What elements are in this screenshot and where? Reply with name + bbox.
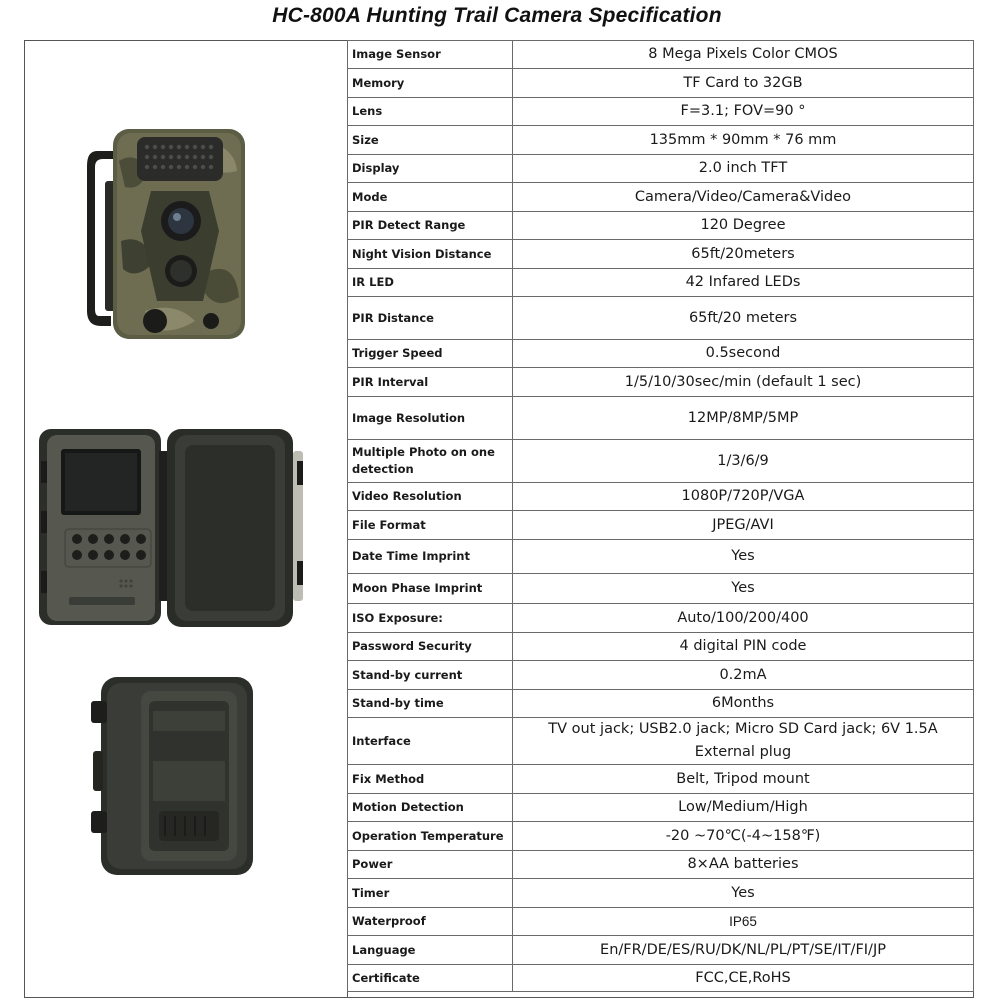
spec-value: TV out jack; USB2.0 jack; Micro SD Card jack; 6V 1.5A External plug: [513, 718, 974, 765]
spec-value: TF Card to 32GB: [513, 69, 974, 98]
spec-value: Yes: [513, 574, 974, 604]
spec-table: [347, 40, 974, 992]
spec-row: [348, 540, 974, 574]
spec-value: 1/3/6/9: [513, 440, 974, 483]
spec-row: [348, 440, 974, 483]
spec-value: IP65: [513, 908, 974, 936]
spec-label: PIR Distance: [348, 297, 513, 340]
spec-value: 65ft/20meters: [513, 240, 974, 269]
spec-row: [348, 126, 974, 155]
spec-value: 0.2mA: [513, 661, 974, 690]
spec-value: 1080P/720P/VGA: [513, 483, 974, 511]
spec-row: [348, 340, 974, 368]
spec-label: Date Time Imprint: [348, 540, 513, 574]
spec-row: [348, 794, 974, 822]
spec-row: [348, 69, 974, 98]
spec-label: Size: [348, 126, 513, 155]
spec-label: Display: [348, 155, 513, 183]
spec-label: Lens: [348, 98, 513, 126]
spec-row: [348, 269, 974, 297]
spec-value: 120 Degree: [513, 212, 974, 240]
camera-open-photo: [35, 421, 325, 631]
spec-row: [348, 765, 974, 794]
spec-row: [348, 574, 974, 604]
spec-row: [348, 397, 974, 440]
spec-label: PIR Detect Range: [348, 212, 513, 240]
spec-label: Video Resolution: [348, 483, 513, 511]
spec-label: Password Security: [348, 633, 513, 661]
spec-label: Image Sensor: [348, 41, 513, 69]
spec-value: 135mm * 90mm * 76 mm: [513, 126, 974, 155]
spec-label: Interface: [348, 718, 513, 765]
spec-label: Mode: [348, 183, 513, 212]
spec-value: Camera/Video/Camera&Video: [513, 183, 974, 212]
spec-row: [348, 240, 974, 269]
spec-value: 12MP/8MP/5MP: [513, 397, 974, 440]
page-title: HC-800A Hunting Trail Camera Specification: [272, 4, 722, 27]
spec-value: JPEG/AVI: [513, 511, 974, 540]
spec-value: FCC,CE,RoHS: [513, 965, 974, 992]
spec-label: Power: [348, 851, 513, 879]
spec-value: 2.0 inch TFT: [513, 155, 974, 183]
spec-value: Low/Medium/High: [513, 794, 974, 822]
spec-label: Stand-by time: [348, 690, 513, 718]
spec-label: Language: [348, 936, 513, 965]
spec-label: File Format: [348, 511, 513, 540]
spec-label: PIR Interval: [348, 368, 513, 397]
spec-row: [348, 936, 974, 965]
spec-value: -20 ~70℃(-4~158℉): [513, 822, 974, 851]
spec-label: Night Vision Distance: [348, 240, 513, 269]
spec-value: 42 Infared LEDs: [513, 269, 974, 297]
spec-value: Auto/100/200/400: [513, 604, 974, 633]
spec-label: Stand-by current: [348, 661, 513, 690]
spec-row: [348, 183, 974, 212]
spec-label: Operation Temperature: [348, 822, 513, 851]
spec-label: Timer: [348, 879, 513, 908]
spec-row: [348, 368, 974, 397]
spec-row: [348, 511, 974, 540]
spec-value: Yes: [513, 540, 974, 574]
spec-label: Moon Phase Imprint: [348, 574, 513, 604]
spec-row: [348, 604, 974, 633]
spec-label: IR LED: [348, 269, 513, 297]
spec-row: [348, 718, 974, 765]
spec-value: 65ft/20 meters: [513, 297, 974, 340]
spec-row: [348, 212, 974, 240]
spec-value: Yes: [513, 879, 974, 908]
spec-row: [348, 879, 974, 908]
spec-row: [348, 297, 974, 340]
spec-value: Belt, Tripod mount: [513, 765, 974, 794]
spec-label: Trigger Speed: [348, 340, 513, 368]
spec-value: 6Months: [513, 690, 974, 718]
spec-row: [348, 483, 974, 511]
spec-value: En/FR/DE/ES/RU/DK/NL/PL/PT/SE/IT/FI/JP: [513, 936, 974, 965]
spec-label: ISO Exposure:: [348, 604, 513, 633]
spec-label: Multiple Photo on one detection: [348, 440, 513, 483]
spec-value: F=3.1; FOV=90 °: [513, 98, 974, 126]
spec-row: [348, 908, 974, 936]
camera-front-photo: [85, 121, 275, 351]
spec-label: Image Resolution: [348, 397, 513, 440]
spec-row: [348, 690, 974, 718]
spec-label: Motion Detection: [348, 794, 513, 822]
spec-label: Waterproof: [348, 908, 513, 936]
spec-value: 4 digital PIN code: [513, 633, 974, 661]
spec-row: [348, 41, 974, 69]
spec-label: Certificate: [348, 965, 513, 992]
product-photos: [25, 41, 347, 997]
spec-label: Memory: [348, 69, 513, 98]
spec-row: [348, 822, 974, 851]
spec-value: 8 Mega Pixels Color CMOS: [513, 41, 974, 69]
spec-label: Fix Method: [348, 765, 513, 794]
spec-row: [348, 851, 974, 879]
spec-row: [348, 965, 974, 992]
spec-value: 8×AA batteries: [513, 851, 974, 879]
spec-row: [348, 155, 974, 183]
spec-row: [348, 98, 974, 126]
spec-row: [348, 633, 974, 661]
spec-value: 1/5/10/30sec/min (default 1 sec): [513, 368, 974, 397]
spec-value: 0.5second: [513, 340, 974, 368]
camera-back-photo: [85, 671, 285, 881]
spec-row: [348, 661, 974, 690]
